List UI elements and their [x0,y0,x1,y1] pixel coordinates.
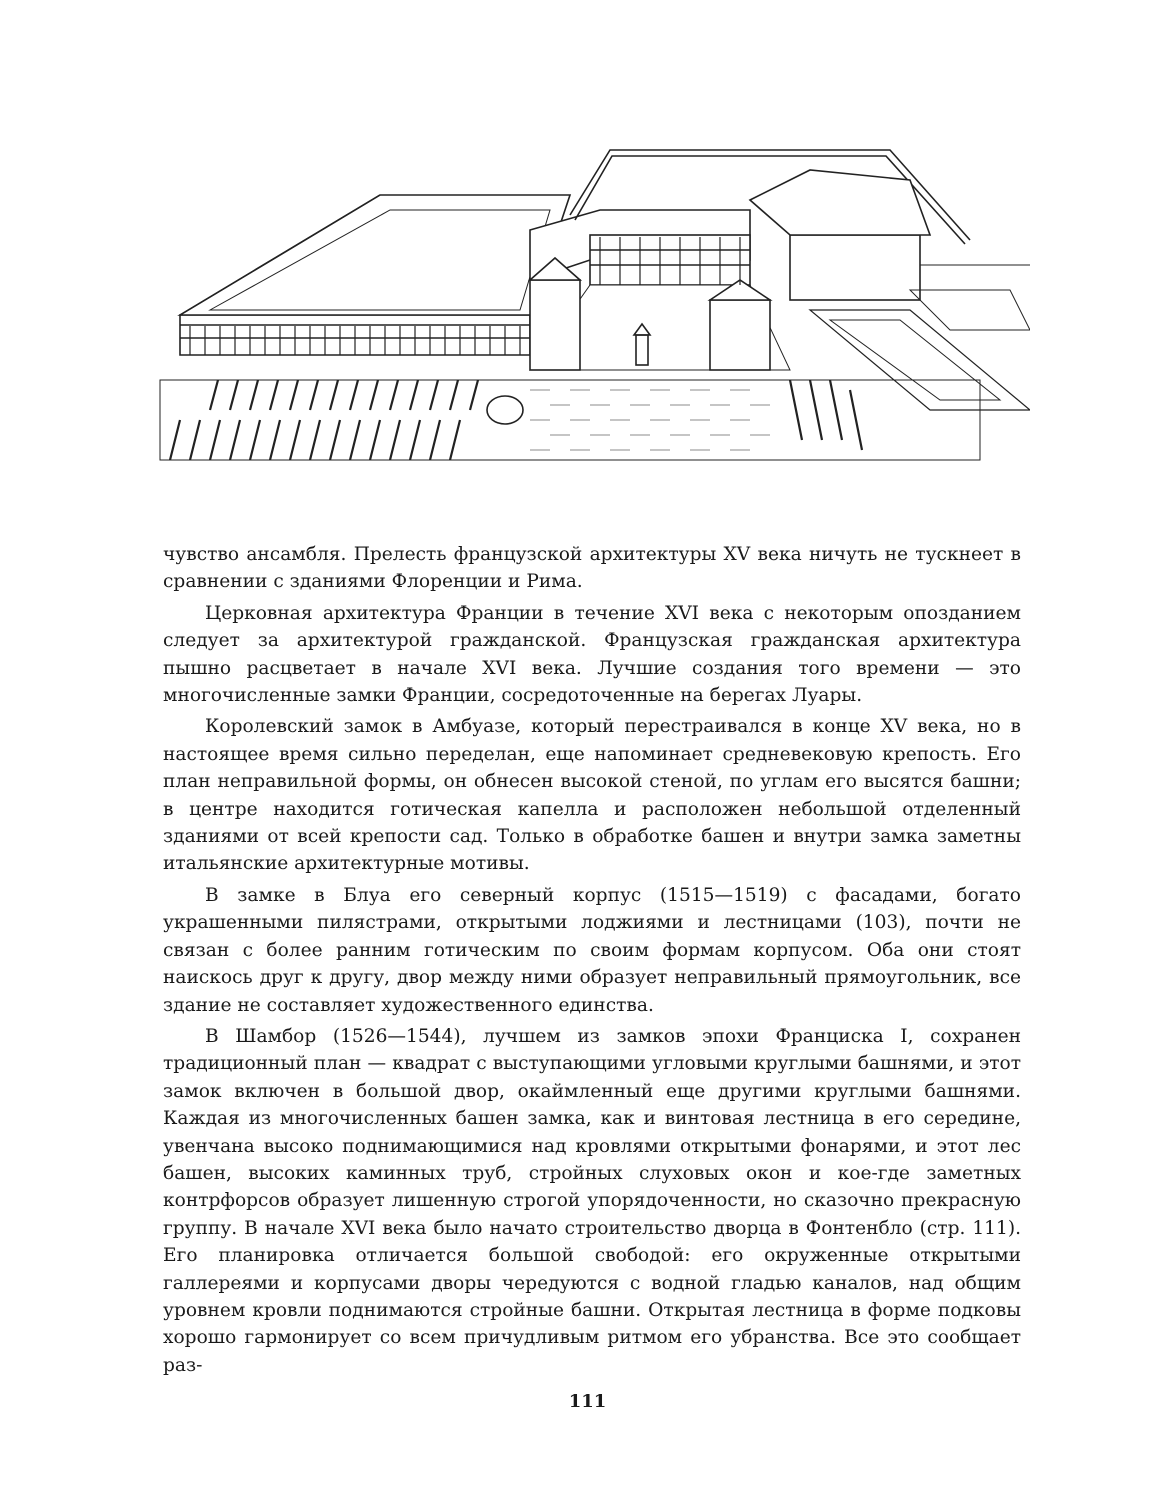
paragraph-church-architecture: Церковная архитектура Франции в течение XVI века с некоторым опозданием следует за архитектурой гражданской. Французская гражданская архитектура пышно расцветает в начале XVI века. Лучшие создания того времени — это многочисленные замки Франции, сосредоточенные на берегах Луары. [163,602,1021,707]
paragraph-chambord: В Шамбор (1526—1544), лучшем из замков эпохи Франциска I, сохранен традиционный план — квадрат с выступающими угловыми круглыми башнями, и этот замок включен в большой двор, окаймленный еще другими круглыми башнями. Каждая из многочисленных башен замка, как и винтовая лестница в его середине, увенчана высоко поднимающимися над кровлями открытыми фонарями, и этот лес башен, высоких каминных труб, стройных слуховых окон и кое-где заметных контрфорсов образует лишенную строгой упорядоченности, но сказочно прекрасную группу. В начале XVI века было начато строительство дворца в Фонтенбло (стр. 111). Его планировка отличается большой свободой: его окруженные открытыми галлереями и корпусами дворы чередуются с водной гладью каналов, над общим уровнем кровли поднимаются стройные башни. Открытая лестница в форме подковы хорошо гармонирует со всем причудливым ритмом его убранства. Все это сообщает раз- [163,1025,1021,1376]
chateau-engraving-icon [150,140,1030,470]
paragraph-amboise: Королевский замок в Амбуазе, который перестраивался в конце XV века, но в настоящее время сильно переделан, еще напоминает средневековую крепость. Его план неправильной формы, он обнесен высокой стеной, по углам его высятся башни; в центре находится готическая капелла и расположен небольшой отделенный зданиями от всей крепости сад. Только в обработке башен и внутри замка заметны итальянские архитектурные мотивы. [163,716,1021,875]
page-number: 111 [568,1391,607,1412]
paragraph-continued: чувство ансамбля. Прелесть французской архитектуры XV века ничуть не тускнеет в сравнении с зданиями Флоренции и Рима. [163,544,1021,593]
body-text [163,541,1021,1379]
paragraph-blois: В замке в Блуа его северный корпус (1515—1519) с фасадами, богато украшенными пилястрами, открытыми лоджиями и лестницами (103), почти не связан с более ранним готическим по своим формам корпусом. Оба они стоят наискось друг к другу, двор между ними образует неправильный прямоугольник, все здание не составляет художественного единства. [163,884,1021,1016]
chateau-engraving [150,140,1030,470]
